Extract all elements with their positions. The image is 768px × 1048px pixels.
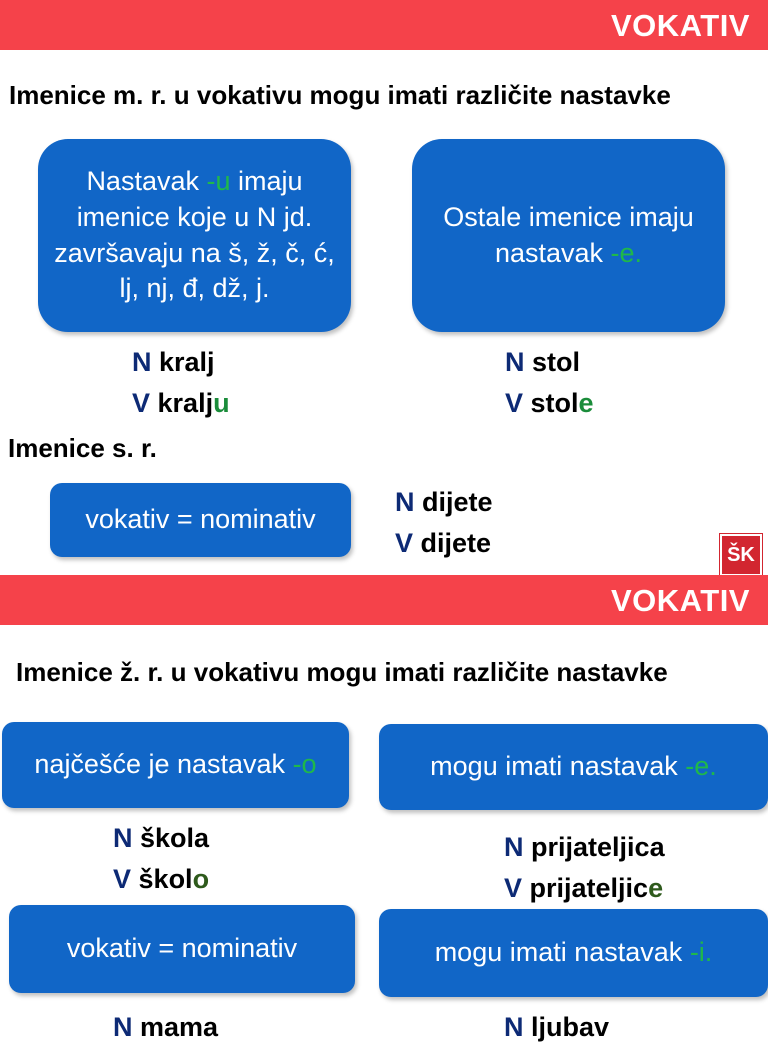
rule-box-neuter: vokativ = nominativ bbox=[50, 483, 351, 557]
nominative-line: N prijateljica bbox=[504, 832, 665, 862]
example-ljubav-partial bbox=[504, 1007, 609, 1048]
example-prijateljica bbox=[504, 827, 665, 908]
example-dijete bbox=[395, 482, 493, 563]
example-stol bbox=[505, 342, 594, 423]
example-kralj bbox=[132, 342, 230, 423]
example-skola bbox=[113, 818, 209, 899]
ending-highlight: -o bbox=[292, 749, 317, 780]
slide-heading: Imenice m. r. u vokativu mogu imati različite nastavke bbox=[9, 80, 671, 110]
rule-box-u-ending bbox=[38, 139, 351, 332]
title-bar bbox=[0, 575, 768, 625]
title-bar bbox=[0, 0, 768, 50]
nominative-line: N stol bbox=[505, 347, 581, 377]
vocative-line: V školo bbox=[113, 863, 210, 894]
vocative-line: V stole bbox=[505, 387, 594, 418]
vocative-line: V kralju bbox=[132, 387, 230, 418]
vocative-line: V dijete bbox=[395, 527, 492, 558]
slide-heading: Imenice ž. r. u vokativu mogu imati različite nastavke bbox=[16, 657, 668, 687]
nominative-line: N kralj bbox=[132, 347, 215, 377]
vocative-line: V prijateljice bbox=[504, 872, 664, 903]
nominative-line: N dijete bbox=[395, 487, 493, 517]
ending-highlight: -i. bbox=[689, 937, 713, 968]
rule-box-e-ending: mogu imati nastavak -e. bbox=[379, 724, 768, 810]
ending-highlight: -e. bbox=[685, 751, 717, 782]
subheading-neuter: Imenice s. r. bbox=[8, 433, 157, 463]
slide-title: VOKATIV bbox=[611, 583, 750, 618]
slide-feminine bbox=[0, 575, 768, 1042]
ending-highlight: -u bbox=[206, 166, 231, 197]
rule-box-nominative: vokativ = nominativ bbox=[9, 905, 355, 993]
slide-title: VOKATIV bbox=[611, 8, 750, 43]
rule-text: Nastavak -u imaju imenice koje u N jd. završavaju na š, ž, č, ć, lj, nj, đ, dž, j. bbox=[54, 166, 335, 304]
publisher-logo: ŠK bbox=[720, 534, 762, 576]
rule-box-i-ending: mogu imati nastavak -i. bbox=[379, 909, 768, 997]
nominative-line: N mama bbox=[113, 1012, 219, 1042]
rule-text: Ostale imenice imaju nastavak -e. bbox=[443, 201, 694, 268]
ending-highlight: -e. bbox=[610, 237, 643, 268]
nominative-line: N ljubav bbox=[504, 1012, 610, 1042]
example-mama-partial bbox=[113, 1007, 218, 1048]
nominative-line: N škola bbox=[113, 823, 210, 853]
rule-box-e-ending bbox=[412, 139, 725, 332]
rule-box-o-ending: najčešće je nastavak -o bbox=[2, 722, 349, 808]
